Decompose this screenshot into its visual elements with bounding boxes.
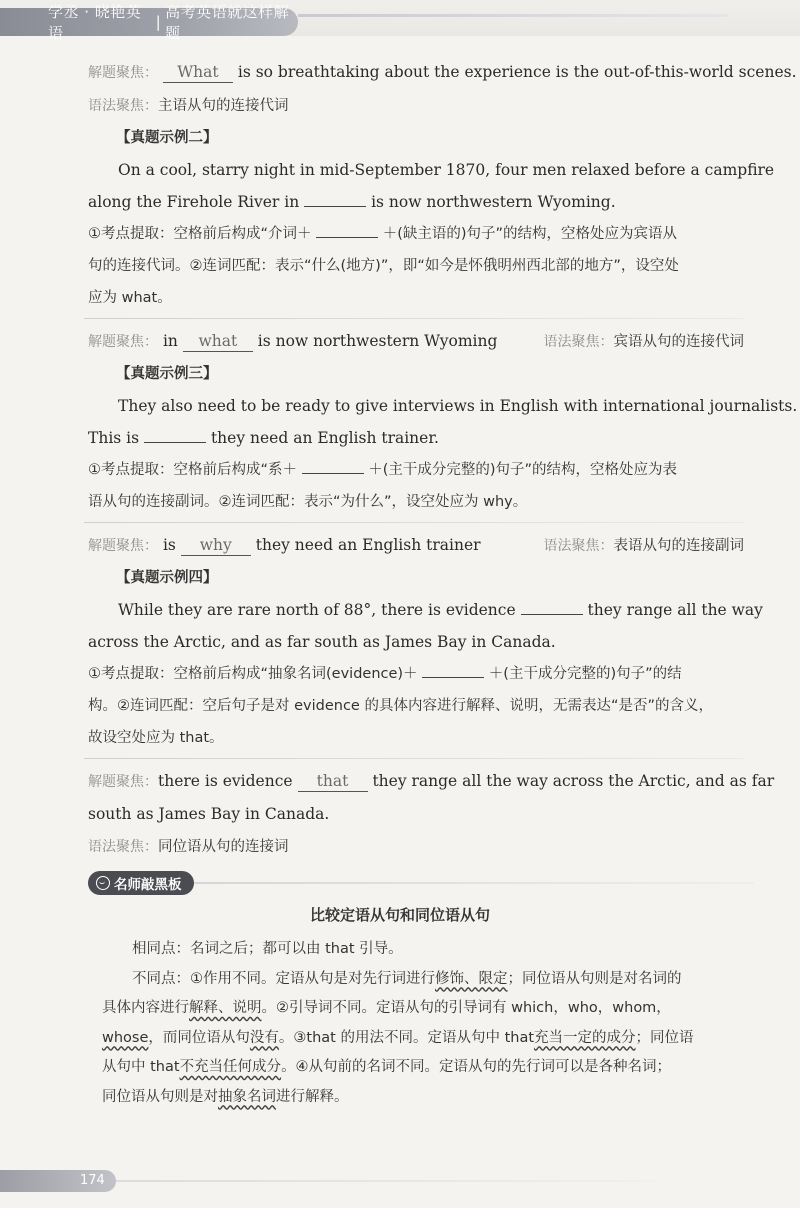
grammar-text: 表语从句的连接副词 — [613, 538, 744, 554]
diff-line-2 — [102, 994, 752, 1024]
ex3-analysis-1 — [88, 454, 758, 486]
example4-heading: 【真题示例四】 — [116, 570, 218, 586]
text: 。②引导词不同。定语从句的引导词有 which，who，whom， — [261, 1000, 671, 1016]
emph-text: 修饰、限定 — [435, 970, 508, 987]
ex2-sentence-a: On a cool, starry night in mid-September 1870, four men relaxed before a campfire — [118, 161, 775, 179]
emph-text: 充当一定的成分 — [534, 1029, 636, 1046]
blank — [144, 442, 206, 443]
emph-text: 抽象名词 — [218, 1088, 276, 1105]
grammar-label: 语法聚焦： — [543, 538, 614, 554]
diff-line-4 — [102, 1053, 752, 1083]
focus-pre: is — [162, 536, 176, 554]
analysis-part: ①考点提取：空格前后构成“介词＋ — [88, 226, 312, 242]
sentence-part: they range all the way — [587, 601, 763, 619]
focus-text: they need an English trainer — [255, 536, 481, 554]
smile-icon — [96, 876, 110, 890]
focus-label: 解题聚焦： — [88, 538, 158, 554]
text: ；同位语从句则是对名词的 — [507, 970, 682, 987]
ex1-focus-line — [88, 56, 797, 89]
header-rule — [298, 14, 728, 17]
same-point: 相同点：名词之后；都可以由 that 引导。 — [132, 941, 403, 957]
ex4-analysis-2: 构。②连词匹配：空后句子是对 evidence 的具体内容进行解释、说明，无需表达“是否”的含义， — [88, 698, 713, 714]
ex4-focus-line — [88, 765, 775, 798]
page-number: 174 — [80, 1173, 105, 1188]
example2-heading: 【真题示例二】 — [116, 130, 218, 146]
sentence-part: This is — [88, 429, 140, 447]
grammar-label: 语法聚焦： — [543, 334, 614, 350]
blank — [521, 614, 583, 615]
analysis-part: ＋(缺主语的)句子”的结构，空格处应为宾语从 — [382, 226, 678, 242]
text: ；同位语 — [635, 1029, 694, 1046]
text: 进行解释。 — [276, 1088, 349, 1105]
badge-label: 名师敲黑板 — [114, 877, 182, 893]
sentence-part: along the Firehole River in — [88, 193, 300, 211]
blank — [316, 237, 378, 238]
emph-text: 没有 — [249, 1029, 279, 1046]
ex2-analysis-2: 句的连接代词。②连词匹配：表示“什么(地方)”，即“如今是怀俄明州西北部的地方”，设空处 — [88, 258, 679, 274]
text: 从句中 that — [102, 1059, 180, 1075]
main-content — [88, 56, 798, 863]
blank — [304, 206, 366, 207]
focus-text: they range all the way across the Arctic, and as far — [372, 772, 775, 790]
focus-text: is now northwestern Wyoming — [257, 332, 498, 350]
grammar-label: 语法聚焦： — [88, 839, 158, 855]
divider — [84, 318, 744, 319]
emph-text: 不充当任何成分 — [179, 1059, 282, 1075]
text: ，而同位语从句 — [148, 1029, 250, 1046]
emph-text: 解释、说明 — [189, 1000, 262, 1016]
answer-what: what — [183, 331, 253, 352]
focus-label: 解题聚焦： — [88, 774, 158, 790]
focus-pre: in — [162, 332, 178, 350]
ex2-focus-line — [88, 325, 758, 358]
focus-text: is so breathtaking about the experience is the out-of-this-world scenes. — [237, 63, 797, 81]
ex4-sentence-b: across the Arctic, and as far south as James Bay in Canada. — [88, 633, 556, 651]
ex3-analysis-2: 语从句的连接副词。②连词匹配：表示“为什么”，设空处应为 why。 — [88, 494, 528, 510]
footer-rule — [116, 1180, 656, 1182]
text: 不同点：①作用不同。定语从句是对先行词进行 — [132, 970, 435, 987]
teacher-board-badge — [88, 871, 194, 895]
ex4-grammar-line — [88, 830, 758, 863]
book-header — [0, 3, 298, 42]
divider — [84, 758, 744, 759]
brand-name: 学丞 · 晓艳英语 — [48, 3, 142, 42]
answer-what: What — [163, 62, 233, 83]
book-title: 高考英语就这样解题 — [165, 3, 290, 42]
analysis-part: ＋(主干成分完整的)句子”的结 — [488, 666, 682, 682]
ex2-analysis-3: 应为 what。 — [88, 290, 172, 306]
text: 具体内容进行 — [102, 1000, 189, 1016]
ex2-analysis-1 — [88, 218, 758, 250]
blank — [422, 677, 484, 678]
text: 。④从句前的名词不同。定语从句的先行词可以是各种名词； — [281, 1059, 672, 1075]
ex2-sentence-b — [88, 186, 758, 218]
diff-line-3 — [102, 1024, 752, 1054]
ex4-focus-line-2: south as James Bay in Canada. — [88, 805, 330, 823]
emph-text: whose — [102, 1029, 149, 1046]
diff-line-1 — [102, 965, 752, 995]
example3-heading: 【真题示例三】 — [116, 366, 218, 382]
diff-line-5 — [102, 1083, 752, 1113]
analysis-part: ①考点提取：空格前后构成“抽象名词(evidence)＋ — [88, 666, 418, 682]
focus-pre: there is evidence — [158, 772, 293, 790]
ex3-focus-line — [88, 529, 758, 562]
board-content — [102, 935, 752, 1112]
answer-why: why — [181, 535, 251, 556]
ex3-sentence-b — [88, 422, 758, 454]
grammar-text: 主语从句的连接代词 — [158, 98, 289, 114]
sentence-part: is now northwestern Wyoming. — [371, 193, 616, 211]
board-title: 比较定语从句和同位语从句 — [309, 906, 490, 924]
focus-label: 解题聚焦： — [88, 334, 158, 350]
text: 。③that 的用法不同。定语从句中 that — [278, 1029, 535, 1046]
analysis-part: ＋(主干成分完整的)句子”的结构，空格处应为表 — [368, 462, 678, 478]
ex4-analysis-1 — [88, 658, 758, 690]
ex4-sentence-a — [88, 594, 763, 626]
badge-rule — [194, 882, 754, 884]
grammar-text: 宾语从句的连接代词 — [613, 334, 744, 350]
ex1-grammar-line — [88, 89, 758, 122]
sentence-part: While they are rare north of 88°, there is evidence — [118, 601, 516, 619]
focus-label: 解题聚焦： — [88, 65, 158, 81]
ex3-sentence-a: They also need to be ready to give interviews in English with international journalists. — [118, 397, 798, 415]
sentence-part: they need an English trainer. — [210, 429, 439, 447]
divider — [84, 522, 744, 523]
ex4-analysis-3: 故设空处应为 that。 — [88, 730, 224, 746]
answer-that: that — [298, 771, 368, 792]
blank — [302, 473, 364, 474]
header-divider: | — [155, 13, 162, 31]
text: 同位语从句则是对 — [102, 1088, 218, 1105]
analysis-part: ①考点提取：空格前后构成“系＋ — [88, 462, 298, 478]
grammar-label: 语法聚焦： — [88, 98, 158, 114]
grammar-text: 同位语从句的连接词 — [158, 839, 289, 855]
